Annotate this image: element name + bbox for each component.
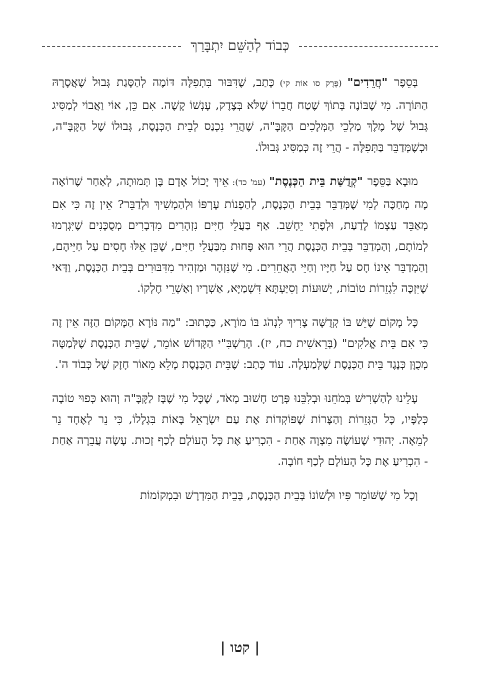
paragraph-text: אֵיךְ יָכוֹל אָדָם בֶּן תְּמוּתָה, לְאַחַר שֶׁרוֹאֶה מָה מְחַכֶּה לְמִי שֶׁמְּדַבֵּר בְּבֵית הַכְּנֶסֶת, לְהַפְנוֹת עָרְפּוֹ וּלְהַמְשִׁיךְ וּלְדַבֵּר? אֵין זֶה כִּי אִם מְאַבֵּד עַצְמוֹ לָדַעַת, וּלְפֶתִי יֵחָשֵׁב. אַף בַּעֲלֵי חַיִּים נִזְהָרִים מִדְּבָרִים מְסֻכָּנִים שֶׁיִּגְרְמוּ לְמוֹתָם, וְהַמְדַבֵּר בְּבֵית הַכְּנֶסֶת הֲרֵי הוּא פָּחוּת מִבַּעֲלֵי חַיִּים, שֶׁכֵּן אֵלּוּ חָסִים עַל חַיֵּיהֶם, וְהַמְדַבֵּר אֵינוֹ חָס עַל חַיָּיו וְחַיֵּי הָאֲחֵרִים. מִי שֶׁנִּזְהָר וּמַזְהִיר מִדִּבּוּרִים בְּבֵית הַכְּנֶסֶת, וַדַּאי שֶׁיִּזְכֶּה לִגְזֵרוֹת טוֹבוֹת, יְשׁוּעוֹת וְסִיַּעְתָּא דִּשְׁמַיָּא, אַשְׁרָיו וְאַשְׁרֵי חֶלְקוֹ.	[52, 174, 428, 295]
paragraph	[52, 171, 428, 299]
source-citation: (פֶּרֶק סו אוֹת קי)	[274, 79, 348, 89]
book-title: "קְדֻשַּׁת בֵּית הַכְּנֶסֶת"	[268, 174, 363, 188]
paragraph-lead: בְּסֵפֶר	[387, 75, 418, 89]
header-title: כְּבוֹד לְהַשֵּׁם יִתְבָּרַךְ	[190, 37, 290, 54]
source-citation: (עמ' כד):	[228, 178, 269, 188]
paragraph	[52, 388, 428, 472]
paragraph	[52, 485, 428, 506]
main-text	[52, 72, 428, 519]
paragraph-text: כָּתַב, שֶׁדִּבּוּר בִּתְפִלָּה דּוֹמֶה לְהַסָּגַת גְּבוּל שֶׁאֲסָרָהּ הַתּוֹרָה. מִי שֶׁבּוֹנֶה בְּתוֹךְ שֶׁטַח חֲבֵרוֹ שֶׁלֹּא בְּצֶדֶק, עָנְשׁוֹ קָשֶׁה. אִם כֵּן, אוֹי וַאֲבוֹי לְמַסִּיג גְּבוּל שֶׁל מֶלֶךְ מַלְכֵי הַמְּלָכִים הַקָּבָּ"ה, שֶׁהֲרֵי נִכְנַס לְבֵית הַכְּנֶסֶת, גְּבוּלוֹ שֶׁל הַקָּבָּ"ה, וּכְשֶׁמְּדַבֵּר בַּתְּפִלָּה - הֲרֵי זֶה כְּמַסִּיג גְּבוּלוֹ.	[52, 75, 428, 154]
book-title: "חֲרֵדִים"	[347, 75, 388, 89]
paragraph-text: וְכָל מִי שֶׁשּׁוֹמֵר פִּיו וּלְשׁוֹנוֹ בְּבֵית הַכְּנֶסֶת, בְּבֵית הַמִּדְרָשׁ וּבִמְקוֹמוֹת	[139, 488, 418, 502]
paragraph-text: כָּל מָקוֹם שֶׁיֵּשׁ בּוֹ קְדֻשָּׁה צָרִיךְ לִנְהֹג בּוֹ מוֹרָא, כַּכָּתוּב: "מַה נּוֹרָא הַמָּקוֹם הַזֶּה אֵין זֶה כִּי אִם בֵּית אֱלֹקִים" (בְּרֵאשִׁית כח, יז). הָרַשְׁבִּ"י הַקָּדוֹשׁ אוֹמֵר, שֶׁבֵּית הַכְּנֶסֶת שֶׁלְּמַטָּה מְכֻוָּן כְּנֶגֶד בֵּית הַכְּנֶסֶת שֶׁלְּמַעְלָה. עוֹד כָּתַב: שֶׁבֵּית הַכְּנֶסֶת מָלֵא מֵאוֹר חָזָק שֶׁל כְּבוֹד ה'.	[52, 315, 428, 371]
running-header	[42, 36, 438, 56]
paragraph	[52, 72, 428, 158]
paragraph	[52, 312, 428, 375]
paragraph-lead: מוּבָא בַּסֵּפֶר	[362, 174, 418, 188]
paragraph-text: עָלֵינוּ לְהַשְׁרִישׁ בְּמֹחֵנוּ וּבְלִבֵּנוּ פְּרָט חָשׁוּב מְאֹד, שֶׁכָּל מִי שֶׁבָּז לַקָּבָּ"ה וְהוּא כְּפוּי טוֹבָה כְּלַפָּיו, כָּל הַגְּזֵרוֹת וְהַצָּרוֹת שֶׁפּוֹקְדוֹת אֶת עַם יִשְׂרָאֵל בָּאוֹת בִּגְלָלוֹ, כִּי נֵר לְאֶחָד נֵר לְמֵאָה. יְהוּדִי שֶׁעוֹשֶׂה מִצְוָה אַחַת - הִכְרִיעַ אֶת כָּל הָעוֹלָם לְכַף זְכוּת. עָשָׂה עֲבֵרָה אַחַת - הִכְרִיעַ אֶת כָּל הָעוֹלָם לְכַף חוֹבָה.	[52, 391, 428, 468]
header-rule-left	[42, 46, 181, 47]
page-number: | קטו |	[220, 640, 260, 656]
header-rule-right	[299, 46, 438, 47]
